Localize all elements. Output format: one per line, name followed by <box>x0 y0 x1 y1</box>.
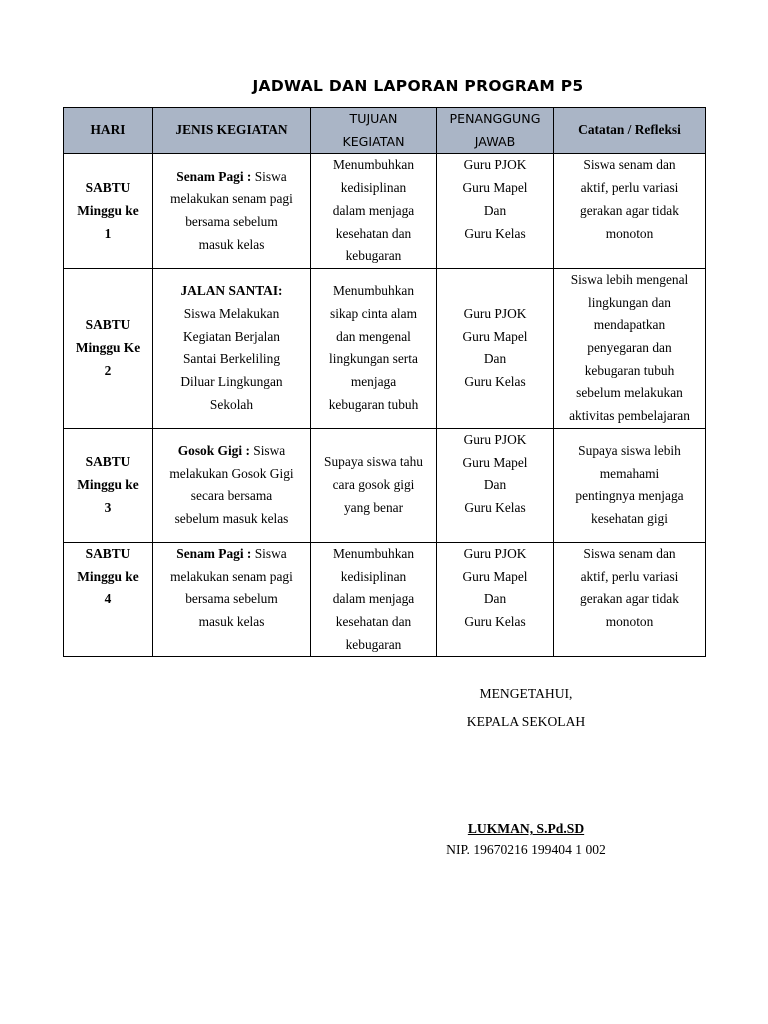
cell-line: kebugaran <box>345 248 402 264</box>
table-row <box>64 428 706 542</box>
table-row <box>64 268 706 428</box>
cell-line: cara gosok gigi <box>332 476 415 492</box>
activity-heading <box>157 280 306 303</box>
cell-jenis-kegiatan <box>153 154 311 269</box>
cell-line: monoton <box>605 613 654 629</box>
cell-line: kedisiplinan <box>340 568 407 584</box>
activity-text: Siswa <box>251 168 287 184</box>
cell-line: Siswa senam dan <box>583 545 676 561</box>
cell-line: sikap cinta alam <box>329 305 417 321</box>
cell-line: Sekolah <box>209 396 254 412</box>
cell-line: Siswa senam dan <box>583 157 676 173</box>
cell-line: SABTU <box>85 545 131 561</box>
cell-line: Guru Mapel <box>462 180 528 196</box>
cell-line: 4 <box>104 591 112 607</box>
cell-line: gerakan agar tidak <box>580 202 679 218</box>
cell-line: kesehatan dan <box>335 613 412 629</box>
cell-line: sebelum masuk kelas <box>174 511 289 527</box>
cell-line: Dan <box>483 202 507 218</box>
cell-line: gerakan agar tidak <box>580 591 679 607</box>
document-title: JADWAL DAN LAPORAN PROGRAM P5 <box>252 77 584 95</box>
cell-line: 1 <box>104 225 112 241</box>
activity-name: Senam Pagi : <box>176 168 252 184</box>
cell-hari <box>64 154 153 269</box>
cell-hari <box>64 428 153 542</box>
mengetahui-label: MENGETAHUI, <box>479 686 573 701</box>
cell-hari <box>64 542 153 657</box>
cell-line: bersama sebelum <box>185 214 278 230</box>
header-penanggung-jawab: PENANGGUNG JAWAB <box>437 108 554 154</box>
cell-tujuan-kegiatan <box>311 154 437 269</box>
activity-heading <box>157 440 306 463</box>
cell-penanggung-jawab <box>437 268 554 428</box>
cell-tujuan-kegiatan <box>311 428 437 542</box>
activity-name: Senam Pagi : <box>176 545 252 561</box>
header-catatan-refleksi: Catatan / Refleksi <box>554 108 706 154</box>
cell-tujuan-kegiatan <box>311 542 437 657</box>
cell-line: kebugaran tubuh <box>328 396 419 412</box>
cell-line: Menumbuhkan <box>332 283 415 299</box>
activity-name: JALAN SANTAI: <box>180 283 283 299</box>
cell-line: kedisiplinan <box>340 180 407 196</box>
cell-line: Minggu ke <box>77 568 139 584</box>
cell-line: mendapatkan <box>593 317 666 333</box>
principal-name: LUKMAN, S.Pd.SD <box>467 821 585 836</box>
cell-line: Siswa Melakukan <box>183 305 280 321</box>
cell-line: SABTU <box>85 454 131 470</box>
table-row <box>64 542 706 657</box>
cell-line: Diluar Lingkungan <box>180 374 283 390</box>
cell-line: Santai Berkeliling <box>182 351 281 367</box>
cell-jenis-kegiatan <box>153 542 311 657</box>
cell-line: Menumbuhkan <box>332 545 415 561</box>
cell-line: pentingnya menjaga <box>575 488 684 504</box>
cell-penanggung-jawab <box>437 428 554 542</box>
cell-line: Kegiatan Berjalan <box>182 328 281 344</box>
header-jenis-kegiatan: JENIS KEGIATAN <box>153 108 311 154</box>
cell-line: Guru Kelas <box>464 499 526 515</box>
cell-line: Guru PJOK <box>463 305 527 321</box>
header-tujuan-kegiatan: TUJUAN KEGIATAN <box>311 108 437 154</box>
cell-line: Guru Kelas <box>464 613 526 629</box>
cell-line: Guru PJOK <box>463 157 527 173</box>
cell-line: Minggu Ke <box>75 340 141 356</box>
cell-line: menjaga <box>350 374 397 390</box>
cell-line: Dan <box>483 351 507 367</box>
cell-line: Guru Kelas <box>464 225 526 241</box>
cell-line: SABTU <box>85 317 131 333</box>
cell-line: masuk kelas <box>198 613 265 629</box>
cell-line: 2 <box>104 362 112 378</box>
cell-line: Supaya siswa lebih <box>578 442 681 458</box>
cell-catatan-refleksi <box>554 542 706 657</box>
cell-line: secara bersama <box>190 488 273 504</box>
activity-heading <box>157 543 306 566</box>
cell-line: aktif, perlu variasi <box>580 568 679 584</box>
cell-line: monoton <box>605 225 654 241</box>
cell-line: dalam menjaga <box>332 202 415 218</box>
cell-line: kebugaran tubuh <box>584 362 675 378</box>
table-header-row <box>64 108 706 154</box>
cell-line: melakukan senam pagi <box>170 568 293 584</box>
cell-line: Guru Mapel <box>462 328 528 344</box>
principal-nip: NIP. 19670216 199404 1 002 <box>446 842 606 857</box>
cell-line: Dan <box>483 591 507 607</box>
cell-line: penyegaran dan <box>587 340 672 356</box>
activity-text: Siswa <box>251 545 287 561</box>
activity-heading <box>157 166 306 189</box>
cell-line: Guru Mapel <box>462 454 528 470</box>
cell-line: dalam menjaga <box>332 591 415 607</box>
cell-line: Guru Mapel <box>462 568 528 584</box>
cell-line: Guru PJOK <box>463 431 527 447</box>
cell-hari <box>64 268 153 428</box>
cell-line: dan mengenal <box>336 328 411 344</box>
cell-line: yang benar <box>343 499 404 515</box>
header-hari: HARI <box>64 108 153 154</box>
table-row <box>64 154 706 269</box>
cell-line: aktivitas pembelajaran <box>569 408 690 424</box>
cell-line: kesehatan dan <box>335 225 412 241</box>
schedule-table <box>63 107 706 657</box>
cell-jenis-kegiatan <box>153 428 311 542</box>
cell-line: Supaya siswa tahu <box>324 454 423 470</box>
cell-line: lingkungan dan <box>588 294 671 310</box>
activity-text: Siswa <box>249 442 286 458</box>
cell-line: kesehatan gigi <box>591 511 668 527</box>
cell-line: Dan <box>483 477 507 493</box>
cell-line: Menumbuhkan <box>332 157 415 173</box>
cell-jenis-kegiatan <box>153 268 311 428</box>
cell-line: aktif, perlu variasi <box>580 180 679 196</box>
cell-line: lingkungan serta <box>329 351 418 367</box>
cell-line: sebelum melakukan <box>576 385 683 401</box>
kepala-sekolah-label: KEPALA SEKOLAH <box>466 714 586 729</box>
cell-penanggung-jawab <box>437 542 554 657</box>
cell-line: masuk kelas <box>198 236 265 252</box>
cell-line: Siswa lebih mengenal <box>570 271 689 287</box>
cell-catatan-refleksi <box>554 428 706 542</box>
cell-line: melakukan Gosok Gigi <box>169 465 294 481</box>
cell-line: Minggu ke <box>77 202 139 218</box>
cell-line: melakukan senam pagi <box>170 191 293 207</box>
cell-line: bersama sebelum <box>185 591 278 607</box>
cell-line: Minggu ke <box>77 476 139 492</box>
cell-line: SABTU <box>85 180 131 196</box>
cell-line: kebugaran <box>345 636 402 652</box>
cell-line: 3 <box>104 499 112 515</box>
cell-line: Guru PJOK <box>463 545 527 561</box>
cell-line: Guru Kelas <box>464 374 526 390</box>
cell-penanggung-jawab <box>437 154 554 269</box>
cell-catatan-refleksi <box>554 268 706 428</box>
activity-name: Gosok Gigi : <box>177 442 250 458</box>
cell-line: memahami <box>599 465 660 481</box>
cell-catatan-refleksi <box>554 154 706 269</box>
cell-tujuan-kegiatan <box>311 268 437 428</box>
